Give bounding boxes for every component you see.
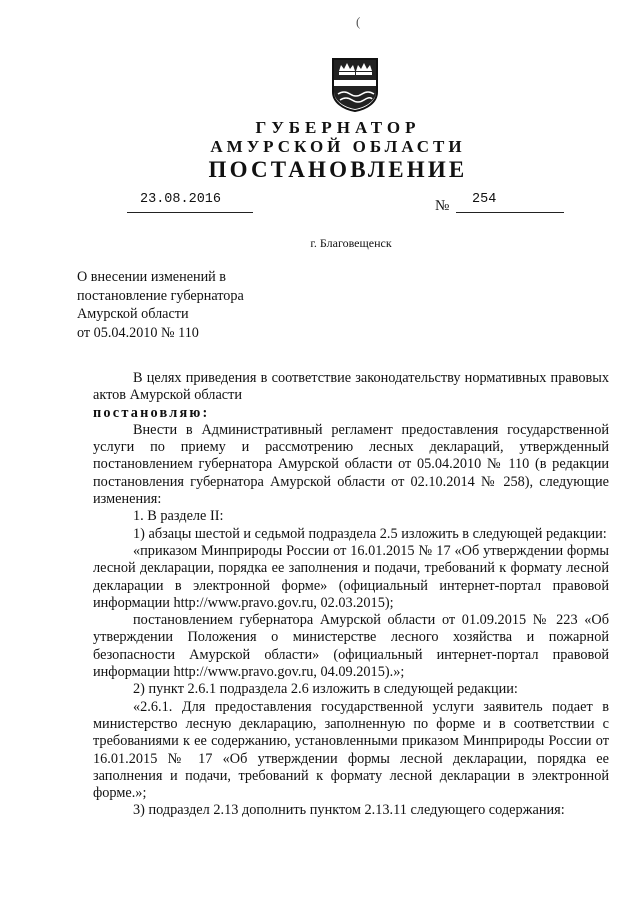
body-paragraph: 2) пункт 2.6.1 подраздела 2.6 изложить в следующей редакции: — [133, 681, 518, 698]
stray-mark: ( — [356, 14, 361, 29]
number-sign: № — [435, 198, 450, 214]
subject-line: Амурской области — [77, 306, 189, 322]
body-paragraph: 3) подраздел 2.13 дополнить пунктом 2.13.11 следующего содержания: — [133, 802, 565, 819]
date-underline — [127, 212, 253, 213]
document-date: 23.08.2016 — [140, 192, 222, 207]
preamble: В целях приведения в соответствие законодательству нормативных правовых актов Амурской области — [93, 370, 609, 404]
document-body — [93, 370, 609, 820]
body-paragraph: 1) абзацы шестой и седьмой подраздела 2.5 изложить в следующей редакции: — [133, 525, 607, 542]
document-number: 254 — [472, 192, 497, 207]
issuer-region: АМУРСКОЙ ОБЛАСТИ — [210, 137, 466, 156]
coat-of-arms-icon — [330, 56, 380, 112]
issuer-title: ГУБЕРНАТОР — [255, 118, 421, 137]
body-paragraph: «2.6.1. Для предоставления государственной услуги заявитель подает в министерство лесную декларацию, заполненную по форме и в соответствии с требованиями к ее содержанию, установленными приказом Минприроды России от 16.01.2015 № 17 «Об утверждении формы лесной декларации, порядка ее заполнения и подачи, требований к формату лесной декларации в электронной форме.»; — [93, 698, 609, 802]
body-paragraph: постановлением губернатора Амурской области от 01.09.2015 № 223 «Об утверждении Положения о министерстве лесного хозяйства и пожарной безопасности Амурской области» (официальный интернет-портал правовой информации http://www.pravo.gov.ru, 04.09.2015).»; — [93, 612, 609, 681]
body-paragraph: «приказом Минприроды России от 16.01.2015 № 17 «Об утверждении формы лесной декларации, порядка ее заполнения и подачи, требований к формату лесной декларации в электронной форме» (официальный интернет-портал правовой информации http://www.pravo.gov.ru, 02.03.2015); — [93, 542, 609, 611]
body-paragraph: Внести в Административный регламент предоставления государственной услуги по приему и рассмотрению лесных деклараций, утвержденный постановлением губернатора Амурской области от 05.04.2010 № 110 (в редакции постановления губернатора Амурской области от 02.10.2014 № 258), следующие изменения: — [93, 421, 609, 508]
subject-line: от 05.04.2010 № 110 — [77, 324, 199, 341]
number-underline — [456, 212, 564, 213]
document-type: ПОСТАНОВЛЕНИЕ — [208, 157, 468, 182]
subject-line: О внесении изменений в — [77, 269, 227, 285]
decree-word: постановляю: — [93, 404, 210, 421]
document-subject — [77, 268, 244, 342]
subject-line: постановление губернатора — [77, 287, 244, 304]
body-paragraph: 1. В разделе II: — [133, 508, 224, 525]
city: г. Благовещенск — [310, 236, 392, 250]
